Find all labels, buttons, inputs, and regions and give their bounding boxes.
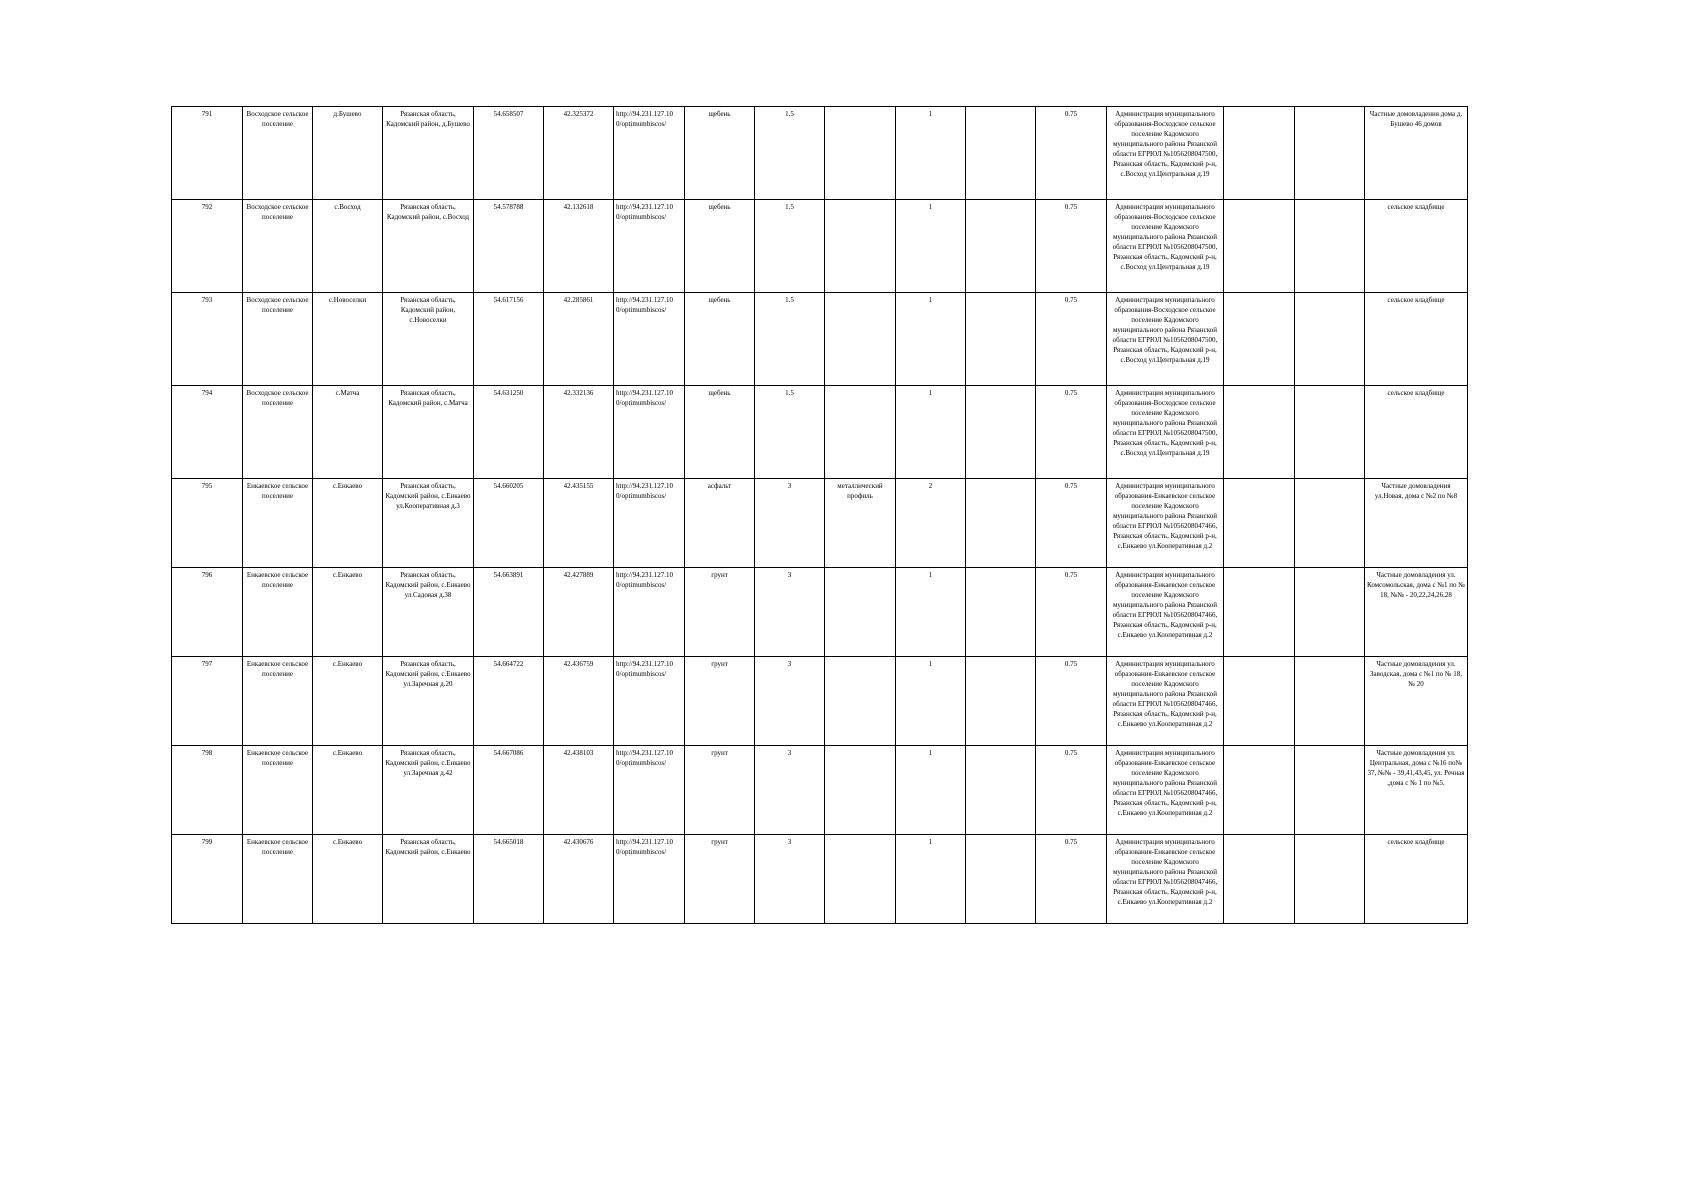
- volume-cell: 0.75: [1036, 200, 1107, 293]
- sources-cell: сельское кладбище: [1365, 293, 1468, 386]
- surface-cell: грунт: [685, 835, 755, 924]
- address-cell: Рязанская область, Кадомский район, д.Бушево: [383, 107, 474, 200]
- latitude-cell: 54.631250: [474, 386, 544, 479]
- extra-cell-2: [1295, 746, 1365, 835]
- longitude-cell: 42.332136: [544, 386, 614, 479]
- surface-cell: асфальт: [685, 479, 755, 568]
- extra-cell-2: [1295, 657, 1365, 746]
- table-row: [172, 479, 1468, 568]
- locality-cell: с.Енкаево: [313, 657, 383, 746]
- sources-cell: сельское кладбище: [1365, 200, 1468, 293]
- planned-cell: [966, 386, 1036, 479]
- address-cell: Рязанская область, Кадомский район, с.Енкаево ул.Кооперативная д.3: [383, 479, 474, 568]
- locality-cell: с.Восход: [313, 200, 383, 293]
- extra-cell-1: [1224, 835, 1295, 924]
- row-number: 796: [172, 568, 243, 657]
- row-number: 793: [172, 293, 243, 386]
- locality-cell: д.Бушево: [313, 107, 383, 200]
- surface-cell: грунт: [685, 568, 755, 657]
- extra-cell-1: [1224, 293, 1295, 386]
- locality-cell: с.Енкаево: [313, 479, 383, 568]
- volume-cell: 0.75: [1036, 746, 1107, 835]
- owner-cell: Администрация муниципального образования-Енкаевское сельское поселение Кадомского муниципального района Рязанской области ЕГРЮЛ №1056208047466, Рязанская область, Кадомский р-н, с.Енкаево ул.Кооперативная д.2: [1107, 746, 1224, 835]
- longitude-cell: 42.285861: [544, 293, 614, 386]
- volume-cell: 0.75: [1036, 293, 1107, 386]
- fence-cell: [825, 835, 896, 924]
- containers-cell: 1: [896, 835, 966, 924]
- latitude-cell: 54.617156: [474, 293, 544, 386]
- area-cell: 1.5: [755, 293, 825, 386]
- address-cell: Рязанская область, Кадомский район, с.Енкаево: [383, 835, 474, 924]
- planned-cell: [966, 657, 1036, 746]
- containers-cell: 1: [896, 746, 966, 835]
- owner-cell: Администрация муниципального образования-Енкаевское сельское поселение Кадомского муниципального района Рязанской области ЕГРЮЛ №1056208047466, Рязанская область, Кадомский р-н, с.Енкаево ул.Кооперативная д.2: [1107, 835, 1224, 924]
- settlement-cell: Енкаевское сельское поселение: [243, 835, 313, 924]
- owner-cell: Администрация муниципального образования-Восходское сельское поселение Кадомского муниципального района Рязанской области ЕГРЮЛ №1056208047500, Рязанская область, Кадомский р-н, с.Восход ул.Центральная д.19: [1107, 293, 1224, 386]
- extra-cell-1: [1224, 657, 1295, 746]
- extra-cell-2: [1295, 568, 1365, 657]
- owner-cell: Администрация муниципального образования-Енкаевское сельское поселение Кадомского муниципального района Рязанской области ЕГРЮЛ №1056208047466, Рязанская область, Кадомский р-н, с.Енкаево ул.Кооперативная д.2: [1107, 568, 1224, 657]
- map-link-cell[interactable]: http://94.231.127.10 0/optimumbiscos/: [614, 835, 685, 924]
- locality-cell: с.Енкаево: [313, 568, 383, 657]
- fence-cell: [825, 200, 896, 293]
- area-cell: 1.5: [755, 386, 825, 479]
- longitude-cell: 42.438103: [544, 746, 614, 835]
- volume-cell: 0.75: [1036, 568, 1107, 657]
- waste-sites-table: [171, 106, 1468, 924]
- surface-cell: грунт: [685, 746, 755, 835]
- longitude-cell: 42.435155: [544, 479, 614, 568]
- extra-cell-2: [1295, 835, 1365, 924]
- row-number: 795: [172, 479, 243, 568]
- extra-cell-2: [1295, 479, 1365, 568]
- planned-cell: [966, 835, 1036, 924]
- sources-cell: Частные домовладения ул. Комсомольская, дома с №1 по № 18, №№ - 20,22,24,26,28: [1365, 568, 1468, 657]
- settlement-cell: Енкаевское сельское поселение: [243, 568, 313, 657]
- planned-cell: [966, 293, 1036, 386]
- address-cell: Рязанская область, Кадомский район, с.Енкаево ул.Заречная д.20: [383, 657, 474, 746]
- settlement-cell: Восходское сельское поселение: [243, 107, 313, 200]
- longitude-cell: 42.436759: [544, 657, 614, 746]
- planned-cell: [966, 107, 1036, 200]
- planned-cell: [966, 479, 1036, 568]
- locality-cell: с.Енкаево: [313, 746, 383, 835]
- surface-cell: грунт: [685, 657, 755, 746]
- containers-cell: 2: [896, 479, 966, 568]
- locality-cell: с.Новоселки: [313, 293, 383, 386]
- sources-cell: сельское кладбище: [1365, 386, 1468, 479]
- table-row: [172, 746, 1468, 835]
- map-link-cell[interactable]: http://94.231.127.10 0/optimumbiscos/: [614, 293, 685, 386]
- settlement-cell: Енкаевское сельское поселение: [243, 479, 313, 568]
- volume-cell: 0.75: [1036, 479, 1107, 568]
- owner-cell: Администрация муниципального образования-Восходское сельское поселение Кадомского муниципального района Рязанской области ЕГРЮЛ №1056208047500, Рязанская область, Кадомский р-н, с.Восход ул.Центральная д.19: [1107, 200, 1224, 293]
- latitude-cell: 54.663891: [474, 568, 544, 657]
- row-number: 792: [172, 200, 243, 293]
- locality-cell: с.Енкаево: [313, 835, 383, 924]
- extra-cell-1: [1224, 746, 1295, 835]
- fence-cell: [825, 107, 896, 200]
- planned-cell: [966, 746, 1036, 835]
- extra-cell-2: [1295, 293, 1365, 386]
- extra-cell-2: [1295, 386, 1365, 479]
- map-link-cell[interactable]: http://94.231.127.10 0/optimumbiscos/: [614, 657, 685, 746]
- table-row: [172, 293, 1468, 386]
- owner-cell: Администрация муниципального образования-Восходское сельское поселение Кадомского муниципального района Рязанской области ЕГРЮЛ №1056208047500, Рязанская область, Кадомский р-н, с.Восход ул.Центральная д.19: [1107, 107, 1224, 200]
- surface-cell: щебень: [685, 107, 755, 200]
- area-cell: 1.5: [755, 200, 825, 293]
- address-cell: Рязанская область, Кадомский район, с.Восход: [383, 200, 474, 293]
- planned-cell: [966, 200, 1036, 293]
- sources-cell: Частные домовладения ул.Новая, дома с №2 по №8: [1365, 479, 1468, 568]
- area-cell: 1.5: [755, 107, 825, 200]
- fence-cell: [825, 293, 896, 386]
- latitude-cell: 54.658507: [474, 107, 544, 200]
- table-body: [172, 107, 1468, 924]
- extra-cell-1: [1224, 568, 1295, 657]
- row-number: 799: [172, 835, 243, 924]
- extra-cell-2: [1295, 107, 1365, 200]
- containers-cell: 1: [896, 200, 966, 293]
- latitude-cell: 54.578788: [474, 200, 544, 293]
- row-number: 794: [172, 386, 243, 479]
- table-row: [172, 107, 1468, 200]
- latitude-cell: 54.660205: [474, 479, 544, 568]
- volume-cell: 0.75: [1036, 657, 1107, 746]
- planned-cell: [966, 568, 1036, 657]
- extra-cell-1: [1224, 107, 1295, 200]
- surface-cell: щебень: [685, 293, 755, 386]
- area-cell: 3: [755, 479, 825, 568]
- map-link-cell[interactable]: http://94.231.127.10 0/optimumbiscos/: [614, 479, 685, 568]
- fence-cell: [825, 386, 896, 479]
- owner-cell: Администрация муниципального образования-Енкаевское сельское поселение Кадомского муниципального района Рязанской области ЕГРЮЛ №1056208047466, Рязанская область, Кадомский р-н, с.Енкаево ул.Кооперативная д.2: [1107, 657, 1224, 746]
- settlement-cell: Восходское сельское поселение: [243, 293, 313, 386]
- settlement-cell: Енкаевское сельское поселение: [243, 746, 313, 835]
- containers-cell: 1: [896, 107, 966, 200]
- row-number: 797: [172, 657, 243, 746]
- surface-cell: щебень: [685, 200, 755, 293]
- containers-cell: 1: [896, 293, 966, 386]
- latitude-cell: 54.664722: [474, 657, 544, 746]
- row-number: 791: [172, 107, 243, 200]
- fence-cell: [825, 746, 896, 835]
- table-row: [172, 657, 1468, 746]
- address-cell: Рязанская область, Кадомский район, с.Новоселки: [383, 293, 474, 386]
- settlement-cell: Восходское сельское поселение: [243, 200, 313, 293]
- volume-cell: 0.75: [1036, 107, 1107, 200]
- area-cell: 3: [755, 835, 825, 924]
- settlement-cell: Енкаевское сельское поселение: [243, 657, 313, 746]
- fence-cell: [825, 657, 896, 746]
- sources-cell: Частные домовладения ул. Заводская, дома с №1 по № 18, № 20: [1365, 657, 1468, 746]
- owner-cell: Администрация муниципального образования-Восходское сельское поселение Кадомского муниципального района Рязанской области ЕГРЮЛ №1056208047500, Рязанская область, Кадомский р-н, с.Восход ул.Центральная д.19: [1107, 386, 1224, 479]
- map-link-cell[interactable]: http://94.231.127.10 0/optimumbiscos/: [614, 746, 685, 835]
- map-link-cell[interactable]: http://94.231.127.10 0/optimumbiscos/: [614, 568, 685, 657]
- address-cell: Рязанская область, Кадомский район, с.Енкаево ул.Заречная д.42: [383, 746, 474, 835]
- volume-cell: 0.75: [1036, 835, 1107, 924]
- address-cell: Рязанская область, Кадомский район, с.Енкаево ул.Садовая д.38: [383, 568, 474, 657]
- table-row: [172, 568, 1468, 657]
- settlement-cell: Восходское сельское поселение: [243, 386, 313, 479]
- longitude-cell: 42.132618: [544, 200, 614, 293]
- extra-cell-1: [1224, 200, 1295, 293]
- map-link-cell[interactable]: http://94.231.127.10 0/optimumbiscos/: [614, 386, 685, 479]
- extra-cell-2: [1295, 200, 1365, 293]
- owner-cell: Администрация муниципального образования-Енкаевское сельское поселение Кадомского муниципального района Рязанской области ЕГРЮЛ №1056208047466, Рязанская область, Кадомский р-н, с.Енкаево ул.Кооперативная д.2: [1107, 479, 1224, 568]
- containers-cell: 1: [896, 386, 966, 479]
- longitude-cell: 42.430676: [544, 835, 614, 924]
- registry-sheet: [171, 106, 1465, 924]
- longitude-cell: 42.325372: [544, 107, 614, 200]
- table-row: [172, 200, 1468, 293]
- row-number: 798: [172, 746, 243, 835]
- longitude-cell: 42.427889: [544, 568, 614, 657]
- latitude-cell: 54.665018: [474, 835, 544, 924]
- sources-cell: Частные домовладения дома д. Бушево 46 домов: [1365, 107, 1468, 200]
- containers-cell: 1: [896, 568, 966, 657]
- latitude-cell: 54.667086: [474, 746, 544, 835]
- area-cell: 3: [755, 568, 825, 657]
- containers-cell: 1: [896, 657, 966, 746]
- extra-cell-1: [1224, 386, 1295, 479]
- sources-cell: сельское кладбище: [1365, 835, 1468, 924]
- surface-cell: щебень: [685, 386, 755, 479]
- map-link-cell[interactable]: http://94.231.127.10 0/optimumbiscos/: [614, 107, 685, 200]
- locality-cell: с.Матча: [313, 386, 383, 479]
- table-row: [172, 386, 1468, 479]
- map-link-cell[interactable]: http://94.231.127.10 0/optimumbiscos/: [614, 200, 685, 293]
- sources-cell: Частные домовладения ул. Центральная, дома с №16 по№ 37, №№ - 39,41,43,45, ул. Речная ,дома с № 1 по №5.: [1365, 746, 1468, 835]
- area-cell: 3: [755, 746, 825, 835]
- volume-cell: 0.75: [1036, 386, 1107, 479]
- fence-cell: [825, 568, 896, 657]
- fence-cell: металлический профиль: [825, 479, 896, 568]
- extra-cell-1: [1224, 479, 1295, 568]
- address-cell: Рязанская область, Кадомский район, с.Матча: [383, 386, 474, 479]
- area-cell: 3: [755, 657, 825, 746]
- table-row: [172, 835, 1468, 924]
